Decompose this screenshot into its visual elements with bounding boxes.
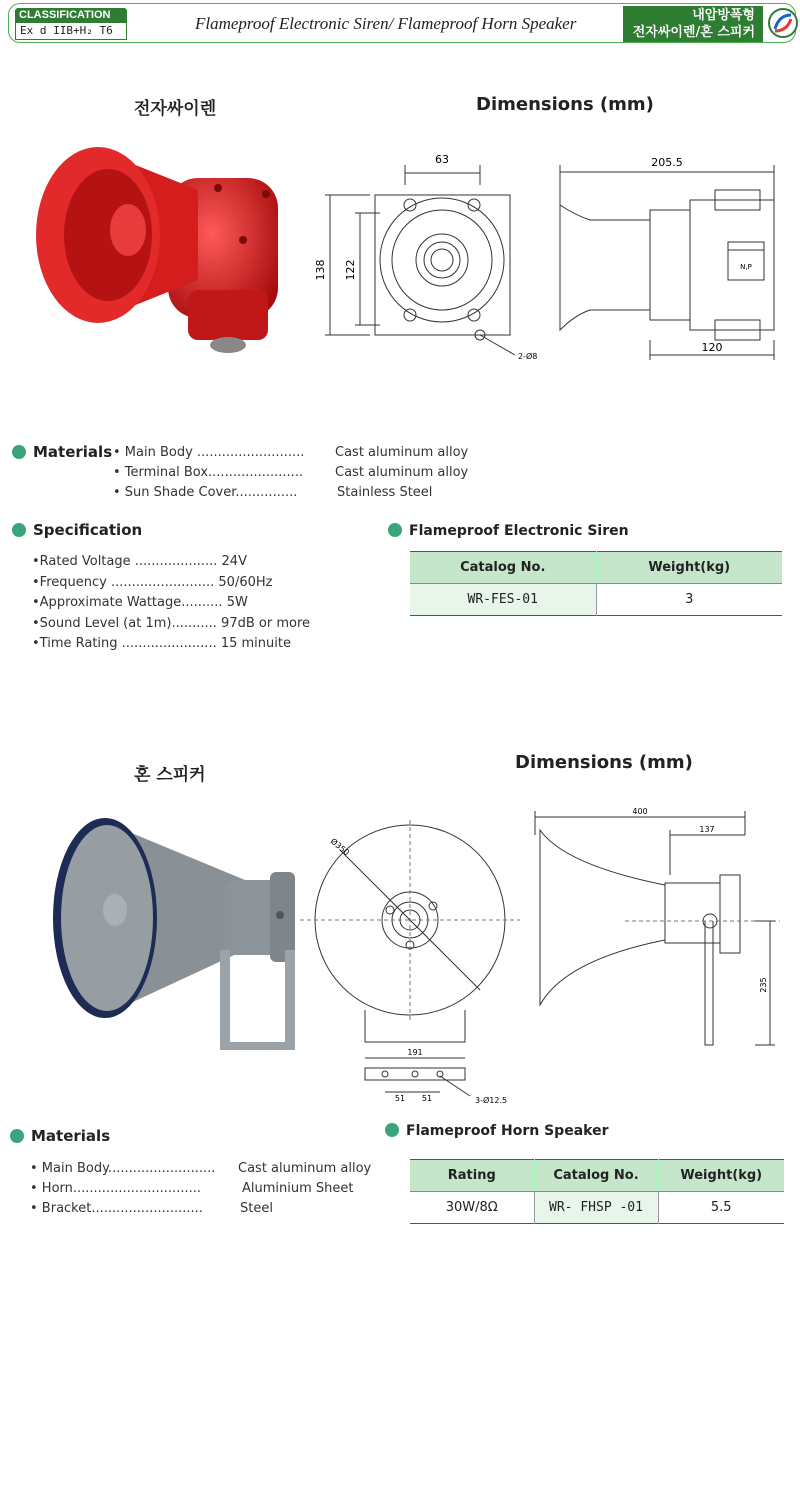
table-header: Catalog No.: [534, 1160, 658, 1192]
siren-catalog-table: [410, 551, 782, 616]
korean-title-box: [623, 6, 763, 42]
table-cell: 30W/8Ω: [445, 1200, 498, 1215]
spec-row: •Time Rating ....................... 15 minuite: [32, 636, 291, 651]
siren-dim-holes: 2-Ø8: [518, 352, 538, 361]
table-cell: WR- FHSP -01: [534, 1192, 658, 1224]
bullet-dot-icon: [388, 523, 402, 537]
siren-material-row: • Terminal Box....................... Cast aluminum alloy: [113, 465, 469, 480]
horn-materials-list: [30, 1159, 371, 1219]
siren-materials-heading: [12, 442, 112, 461]
classification-label: CLASSIFICATION: [15, 8, 127, 23]
horn-dim-holes: 3-Ø12.5: [475, 1096, 508, 1105]
table-header: Weight(kg): [596, 552, 782, 584]
table-header: Rating: [410, 1160, 534, 1192]
spec-row: •Rated Voltage .................... 24V: [32, 554, 247, 569]
siren-specification-label: Specification: [33, 521, 143, 539]
siren-dim-122: 122: [344, 259, 357, 281]
table-cell: WR-FES-01: [410, 584, 596, 616]
siren-front-view-drawing: [310, 145, 538, 370]
table-row: [410, 584, 782, 616]
bullet-dot-icon: [10, 1129, 24, 1143]
horn-dim-51a: 51: [394, 1094, 406, 1103]
horn-dim-191: 191: [407, 1048, 423, 1057]
horn-catalog-table: [410, 1159, 784, 1224]
horn-material-row: • Horn............................... Aluminium Sheet: [30, 1181, 354, 1196]
horn-dim-diameter: Ø350: [328, 836, 352, 858]
table-header: Weight(kg): [658, 1160, 784, 1192]
horn-photo-title: 혼 스피커: [134, 765, 206, 785]
siren-dimensions-title: Dimensions (mm): [476, 94, 654, 115]
horn-materials-label: Materials: [31, 1127, 111, 1145]
siren-photo: [28, 130, 288, 360]
siren-material-row: • Main Body .......................... Cast aluminum alloy: [113, 445, 469, 460]
table-row: [410, 1192, 784, 1224]
korean-title-line1: 내압방폭형: [692, 8, 755, 23]
table-header: Catalog No.: [410, 552, 596, 584]
horn-dimensions-title: Dimensions (mm): [515, 752, 693, 773]
siren-dim-63: 63: [435, 153, 449, 166]
spec-row: •Approximate Wattage.......... 5W: [32, 595, 248, 610]
spec-row: •Frequency ......................... 50/60Hz: [32, 574, 273, 590]
korean-title-line2: 전자싸이렌/혼 스피커: [632, 25, 755, 40]
horn-front-view-drawing: [300, 820, 520, 1110]
horn-table-label: Flameproof Horn Speaker: [406, 1123, 609, 1139]
horn-dim-137: 137: [699, 825, 715, 834]
horn-side-view-drawing: [525, 805, 780, 1050]
horn-material-row: • Bracket........................... Steel: [30, 1201, 273, 1216]
siren-materials-label: Materials: [33, 443, 113, 461]
bullet-dot-icon: [12, 445, 26, 459]
horn-dim-400: 400: [632, 807, 648, 816]
horn-photo: [45, 810, 310, 1060]
siren-side-view-drawing: [550, 150, 785, 365]
siren-materials-list: [113, 443, 468, 503]
horn-dim-235: 235: [759, 977, 768, 993]
siren-photo-title: 전자싸이렌: [134, 99, 217, 119]
siren-dim-138: 138: [314, 259, 327, 281]
page-title: Flameproof Electronic Siren/ Flameproof Horn Speaker: [195, 14, 577, 33]
siren-specification-heading: [12, 520, 142, 539]
horn-dim-51b: 51: [421, 1094, 433, 1103]
siren-spec-list: [32, 552, 310, 655]
horn-material-row: • Main Body.......................... Cast aluminum alloy: [30, 1161, 372, 1176]
spec-row: •Sound Level (at 1m)........... 97dB or more: [32, 615, 310, 631]
classification-value: Ex d IIB+H₂ T6: [15, 23, 127, 40]
siren-np-plate: N,P: [740, 263, 752, 271]
page-header: [8, 3, 796, 43]
siren-dim-205: 205.5: [651, 156, 683, 169]
classification-box: [15, 8, 127, 40]
bullet-dot-icon: [12, 523, 26, 537]
company-logo-icon: [767, 7, 799, 39]
siren-table-label: Flameproof Electronic Siren: [409, 523, 629, 539]
bullet-dot-icon: [385, 1123, 399, 1137]
siren-dim-120: 120: [701, 341, 723, 354]
horn-materials-heading: [10, 1126, 110, 1145]
horn-table-heading: [385, 1120, 608, 1139]
table-cell: 3: [596, 584, 782, 616]
siren-material-row: • Sun Shade Cover............... Stainless Steel: [113, 485, 433, 500]
siren-table-heading: [388, 520, 629, 539]
table-cell: 5.5: [658, 1192, 784, 1224]
